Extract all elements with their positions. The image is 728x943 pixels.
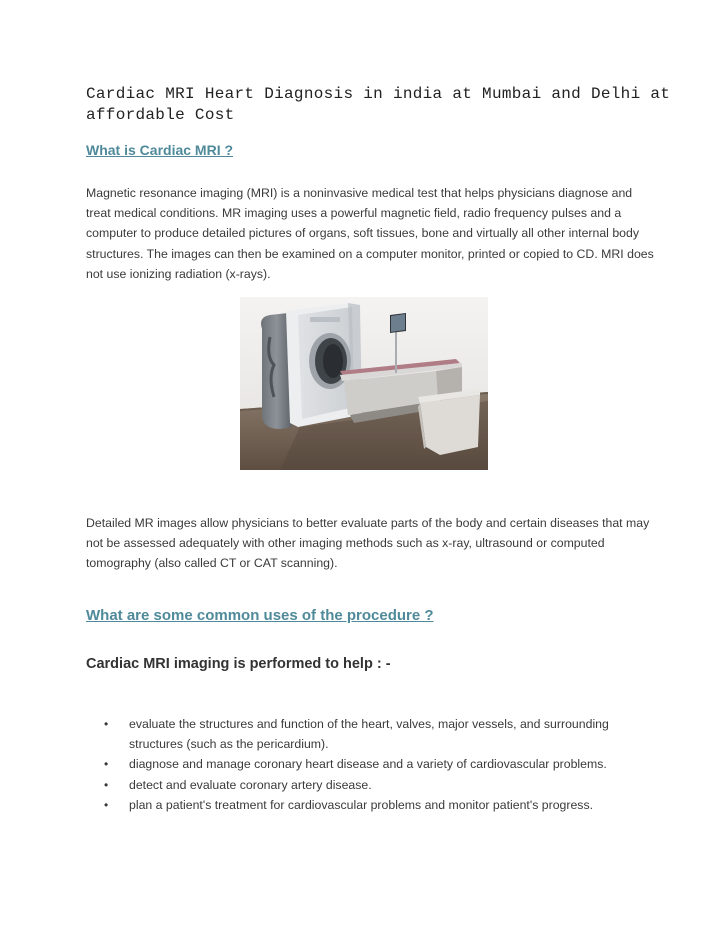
heading-what-is-cardiac-mri[interactable]: What is Cardiac MRI ? [86,142,234,158]
mri-machine-image [240,297,488,470]
document-title: Cardiac MRI Heart Diagnosis in india at Mumbai and Delhi at affordable Cost [86,85,671,124]
bullet-icon: • [104,757,109,772]
bullet-icon: • [104,717,109,731]
list-item [104,754,664,774]
intro-paragraph: Magnetic resonance imaging (MRI) is a noninvasive medical test that helps physicians diagnose and treat medical conditions. MR imaging uses a powerful magnetic field, radio frequency pulses and a computer to produce detailed pictures of organs, soft tissues, bone and virtually all other internal body structures. The images can then be examined on a computer monitor, printed or copied to CD. MRI does not use ionizing radiation (x-rays). [86,186,654,281]
bullet-icon: • [104,797,109,812]
list-item-text: detect and evaluate coronary artery disease. [129,777,372,792]
list-item [104,714,664,754]
detail-paragraph: Detailed MR images allow physicians to better evaluate parts of the body and certain diseases that may not be assessed adequately with other imaging methods such as x-ray, ultrasound or computed tomography (also called CT or CAT scanning). [86,516,650,571]
list-item [104,775,664,795]
list-item-text: evaluate the structures and function of the heart, valves, major vessels, and surrounding structures (such as the pericardium). [129,717,609,752]
list-item [104,795,664,815]
uses-subheading: Cardiac MRI imaging is performed to help : - [86,656,391,672]
list-item-text: plan a patient's treatment for cardiovascular problems and monitor patient's progress. [129,797,594,812]
uses-list [104,714,664,815]
bullet-icon: • [104,777,109,792]
heading-common-uses[interactable]: What are some common uses of the procedure ? [86,607,434,624]
list-item-text: diagnose and manage coronary heart disease and a variety of cardiovascular problems. [129,757,607,772]
